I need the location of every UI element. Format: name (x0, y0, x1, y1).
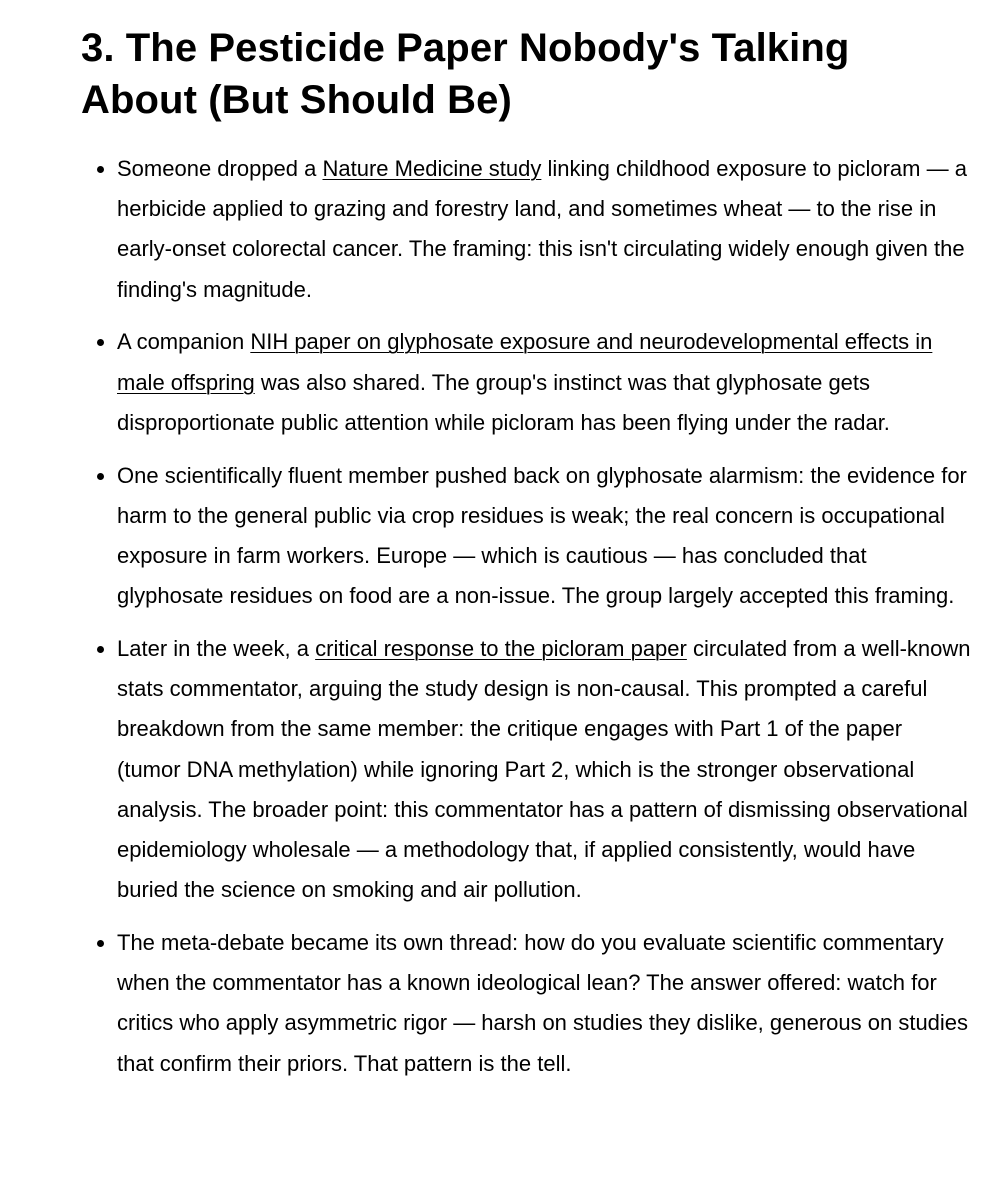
list-item-text: linking childhood exposure to picloram — a herbicide applied to grazing and forestry land, and sometimes wheat — to the rise in early-onset colorectal cancer. The framing: this isn't circulating widely enough given the finding's magnitude. (117, 156, 967, 302)
list-item (81, 322, 971, 443)
list-item-text: Someone dropped a (117, 156, 323, 181)
list-item-text: circulated from a well-known stats commentator, arguing the study design is non-causal. This prompted a careful breakdown from the same member: the critique engages with Part 1 of the paper (tumor DNA methylation) while ignoring Part 2, which is the stronger observational analysis. The broader point: this commentator has a pattern of dismissing observational epidemiology wholesale — a methodology that, if applied consistently, would have buried the science on smoking and air pollution. (117, 636, 971, 903)
list-item (81, 456, 971, 617)
list-item-text: One scientifically fluent member pushed back on glyphosate alarmism: the evidence for harm to the general public via crop residues is weak; the real concern is occupational exposure in farm workers. Europe — which is cautious — has concluded that glyphosate residues on food are a non-issue. The group largely accepted this framing. (117, 462, 967, 609)
list-item-text: The meta-debate became its own thread: how do you evaluate scientific commentary when the commentator has a known ideological lean? The answer offered: watch for critics who apply asymmetric rigor — harsh on studies they dislike, generous on studies that confirm their priors. That pattern is the tell. (117, 930, 969, 1076)
list-item-text: A companion (117, 329, 251, 355)
nih-glyphosate-paper-link[interactable]: NIH paper on glyphosate exposure and neurodevelopmental effects in male offspring (117, 329, 933, 395)
bullet-list (81, 149, 971, 1084)
nature-medicine-study-link[interactable]: Nature Medicine study (322, 156, 542, 181)
section-heading: 3. The Pesticide Paper Nobody's Talking About (But Should Be) (81, 26, 850, 122)
list-item (81, 923, 971, 1084)
list-item-text: Later in the week, a (117, 636, 316, 662)
list-item-text: was also shared. The group's instinct was that glyphosate gets disproportionate public attention while picloram has been flying under the radar. (117, 369, 890, 435)
list-item (81, 629, 971, 910)
critical-response-link[interactable]: critical response to the picloram paper (315, 636, 687, 662)
list-item (81, 149, 971, 310)
